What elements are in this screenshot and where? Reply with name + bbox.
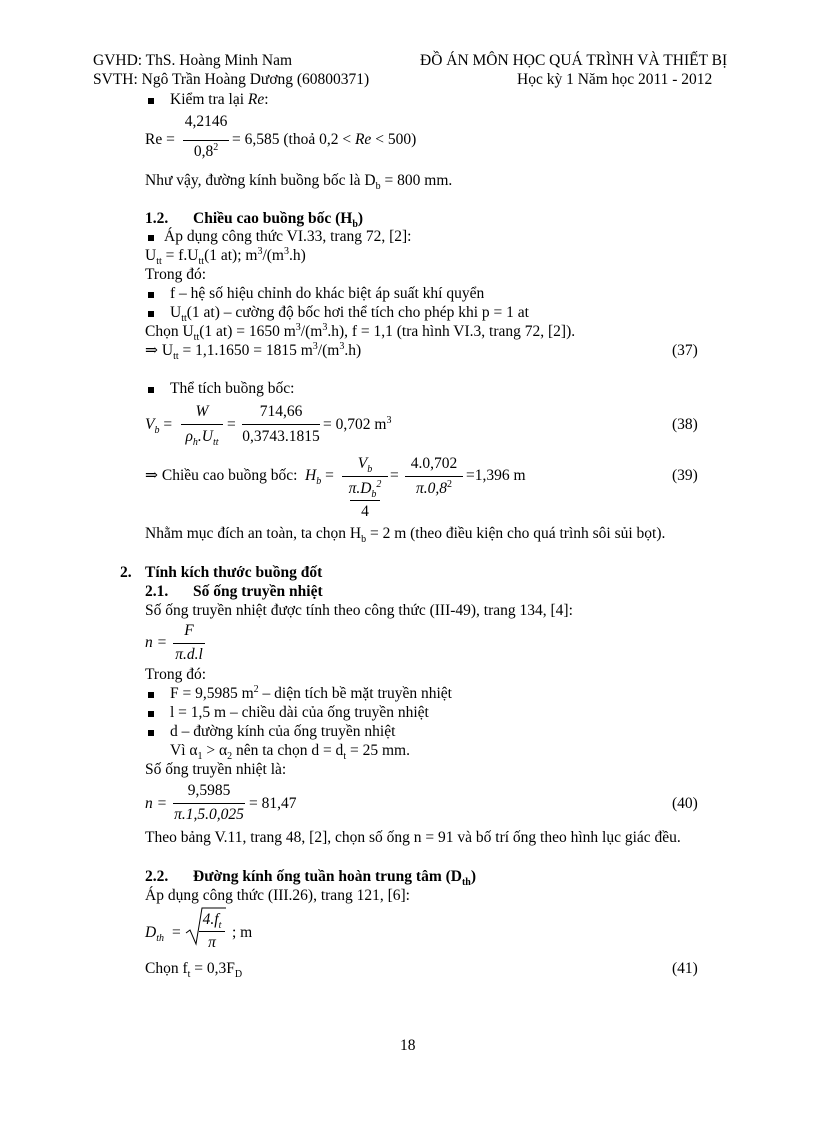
n2-numerator: 9,5985: [187, 782, 231, 799]
equation-number-39: (39): [672, 467, 698, 484]
fraction-bar: [181, 424, 223, 425]
fraction-bar: [242, 424, 320, 425]
choose-ft: Chọn $f_t = 0,3F_D$: [145, 960, 243, 981]
fraction-bar: [342, 476, 388, 477]
n2-lhs: n =: [145, 795, 168, 812]
hb-den-value: π.0,8$^2$: [415, 478, 452, 497]
hb-heading: ⇒ Chiều cao buồng bốc:: [145, 467, 298, 484]
header-student: SVTH: Ngô Trần Hoàng Dương (60800371): [93, 71, 370, 88]
vb-den-symbolic: $\rho_h.U_{tt}$: [185, 428, 219, 449]
where-label: Trong đó:: [145, 666, 207, 683]
diameter-choice: Vì $\alpha_1 > \alpha_2$ nên ta chọn $d = d_t = 25$ mm.: [170, 742, 410, 763]
apply-formula-text: Áp dụng công thức (III.26), trang 121, [6]:: [145, 887, 410, 904]
bullet: [148, 692, 154, 698]
equation-number-40: (40): [672, 795, 698, 812]
bullet: [148, 311, 154, 317]
page-number: 18: [400, 1037, 416, 1054]
vb-lhs: $V_b$ =: [145, 416, 173, 437]
fraction-bar: [199, 931, 225, 932]
equation-number-41: (41): [672, 960, 698, 977]
utt-definition: $U_{tt}(1$ at) – cường độ bốc hơi thể tích cho phép khi p = 1 at: [170, 304, 529, 325]
header-course-title: ĐỒ ÁN MÔN HỌC QUÁ TRÌNH VÀ THIẾT BỊ: [420, 52, 728, 69]
vb-num-symbolic: W: [195, 403, 209, 420]
section-2-1-number: 2.1.: [145, 583, 169, 600]
where-label: Trong đó:: [145, 266, 207, 283]
bullet: [148, 387, 154, 393]
hb-result: =1,396 m: [466, 467, 526, 484]
re-denominator: $0,8^2$: [193, 141, 219, 160]
re-numerator: 4,2146: [184, 113, 228, 130]
hb-num-symbolic: $V_b$: [357, 455, 373, 476]
section-2-2-title: Đường kính ống tuần hoàn trung tâm $(D_{th})$: [193, 868, 477, 889]
volume-heading: Thể tích buồng bốc:: [170, 380, 295, 397]
equation-number-38: (38): [672, 416, 698, 433]
utt-formula: $U_{tt} = f.U_{tt}(1$ at); $m^3/(m^3.h)$: [145, 245, 306, 268]
bullet: [148, 292, 154, 298]
fraction-bar: [405, 476, 463, 477]
n2-result: = 81,47: [249, 795, 297, 812]
hb-conclusion: Nhằm mục đích an toàn, ta chọn $H_b = 2$ m (theo điều kiện cho quá trình sôi sủi bọt).: [145, 525, 666, 546]
section-1-2-title: Chiều cao buồng bốc $(H_b)$: [193, 210, 364, 231]
n-lhs: n =: [145, 634, 168, 651]
bullet: [148, 235, 154, 241]
fraction-bar: [183, 140, 229, 141]
dth-lhs: $D_{th}$: [145, 924, 164, 945]
equation-number-37: (37): [672, 342, 698, 359]
equals: =: [172, 924, 181, 941]
table-note: Theo bảng V.11, trang 48, [2], chọn số ống n = 91 và bố trí ống theo hình lục giác đều.: [145, 829, 681, 846]
tube-count-intro: Số ống truyền nhiệt được tính theo công thức (III-49), trang 134, [4]:: [145, 602, 573, 619]
vb-den-value: 0,3743.1815: [242, 428, 320, 445]
hb-lhs: $H_b$ =: [305, 467, 334, 488]
vb-result: = 0,702 $m^3$: [323, 414, 392, 433]
section-2-number: 2.: [120, 564, 132, 581]
choose-utt: Chọn $U_{tt}(1$ at) = 1650 $m^3/(m^3.h)$, f = 1,1 (tra hình VI.3, trang 72, [2]).: [145, 321, 576, 344]
header-semester: Học kỳ 1 Năm học 2011 - 2012: [517, 71, 713, 88]
diameter-definition: d – đường kính của ống truyền nhiệt: [170, 723, 396, 740]
utt-result: ⇒ $U_{tt} = 1,1.1650 = 1815$ $m^3/(m^3.h)$: [145, 340, 362, 363]
dth-unit: ; m: [232, 924, 253, 941]
fraction-bar: [173, 803, 245, 804]
re-result: = 6,585 (thoả 0,2 < Re < 500): [232, 131, 417, 148]
tube-count-label: Số ống truyền nhiệt là:: [145, 761, 287, 778]
length-definition: l = 1,5 m – chiều dài của ống truyền nhiệt: [170, 704, 429, 721]
n-numerator: F: [184, 622, 194, 639]
n-denominator: π.d.l: [175, 646, 203, 663]
dth-numerator: $4.f_t$: [202, 911, 222, 932]
re-lhs: Re =: [145, 131, 175, 148]
f-definition: f – hệ số hiệu chỉnh do khác biệt áp suất khí quyển: [170, 285, 485, 302]
fraction-bar: [173, 643, 205, 644]
dth-denominator: π: [208, 934, 216, 951]
re-check-heading: Kiểm tra lại Re:: [170, 91, 269, 108]
bullet: [148, 98, 154, 104]
equals: =: [227, 416, 236, 433]
re-conclusion: Như vậy, đường kính buồng bốc là $D_b = 800$ mm.: [145, 172, 453, 193]
hb-den-four: 4: [361, 503, 369, 520]
section-1-2-number: 1.2.: [145, 210, 169, 227]
equals: =: [390, 467, 399, 484]
section-2-1-title: Số ống truyền nhiệt: [193, 583, 323, 600]
bullet: [148, 711, 154, 717]
hb-den-symbolic: $\pi.D_b^2$: [348, 478, 382, 501]
n2-denominator: π.1,5.0,025: [174, 806, 244, 823]
vb-num-value: 714,66: [259, 403, 303, 420]
apply-formula-text: Áp dụng công thức VI.33, trang 72, [2]:: [164, 228, 412, 245]
section-2-2-number: 2.2.: [145, 868, 169, 885]
fraction-bar: [350, 500, 380, 501]
section-2-title: Tính kích thước buồng đốt: [145, 564, 323, 581]
f-area-definition: F = 9,5985 $m^2$ – diện tích bề mặt truyền nhiệt: [170, 683, 452, 702]
hb-num-value: 4.0,702: [410, 455, 458, 472]
bullet: [148, 730, 154, 736]
header-supervisor: GVHD: ThS. Hoàng Minh Nam: [93, 52, 293, 69]
